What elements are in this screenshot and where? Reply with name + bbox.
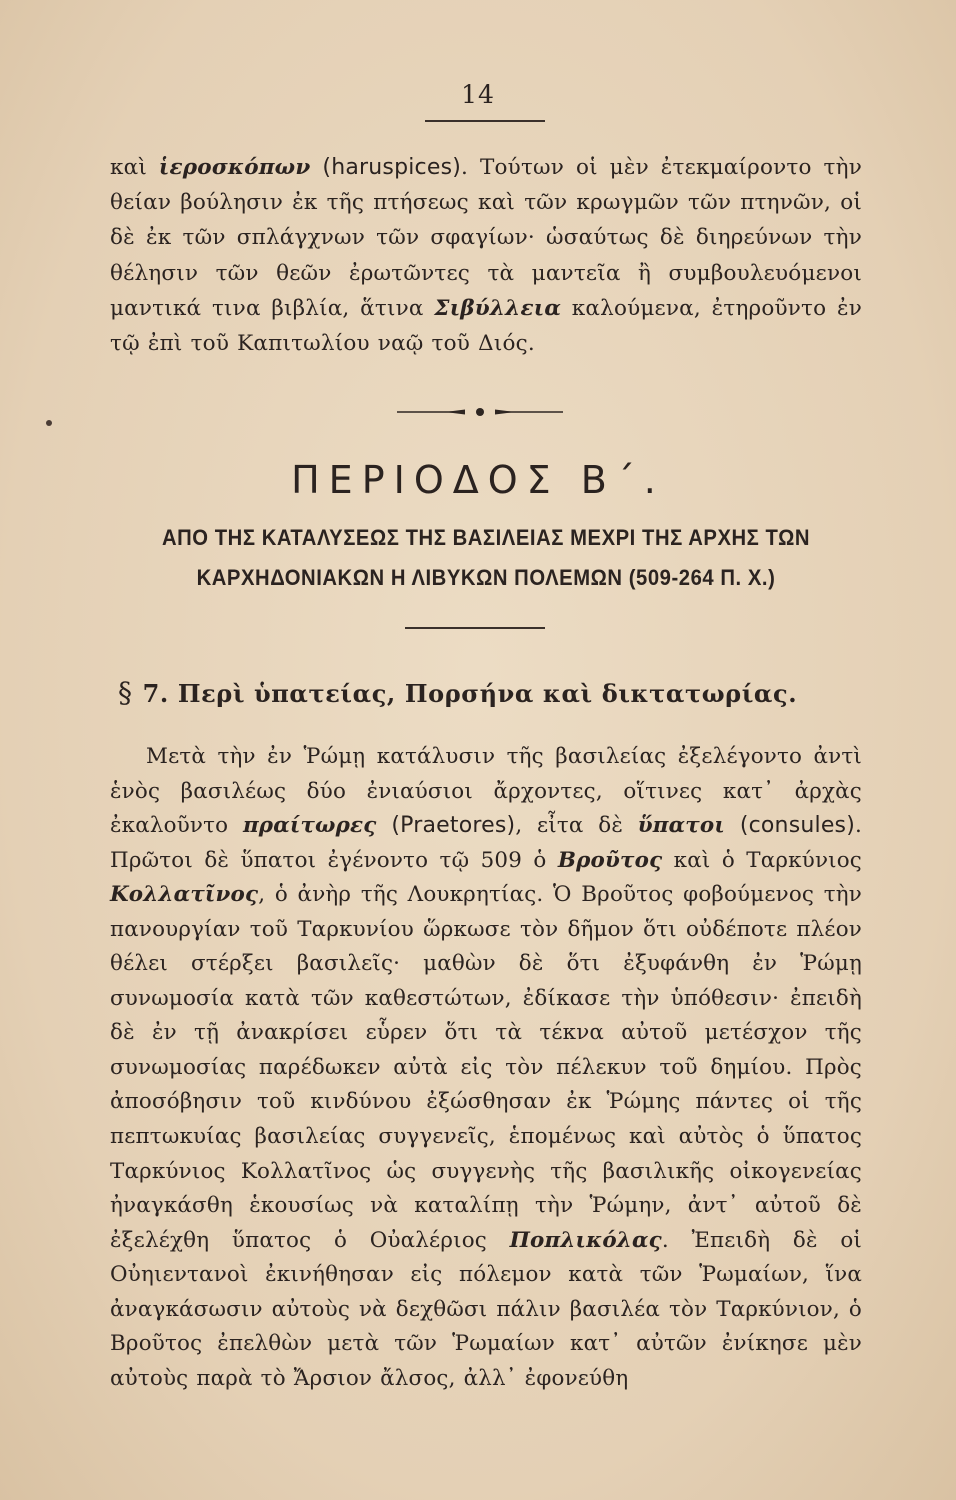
- period-title: ΠΕΡΙΟΔΟΣ Β΄.: [291, 458, 665, 502]
- paragraph-1-text-4: καλούμενα, ἐτηροῦντο ἐν τῷ ἐπὶ τοῦ Καπιτωλίου ναῷ τοῦ Διός.: [110, 295, 862, 357]
- paragraph-2: [110, 740, 862, 1396]
- term-hieroskopon: ἱεροσκόπων: [158, 155, 311, 180]
- section-heading-text: 7. Περὶ ὑπατείας, Πορσήνα καὶ δικτατωρίας.: [142, 679, 798, 708]
- paragraph-2-text-5: , ὁ ἀνὴρ τῆς Λουκρητίας. Ὁ Βροῦτος φοβούμενος τὴν πανουργίαν τοῦ Ταρκυνίου ὥρκωσε τὸν δῆμον ὅτι οὐδέποτε πλέον θέλει στέρξει βασιλεῖς· μαθὼν δὲ ὅτι ἐξυφάνθη ἐν Ῥώμῃ συνωμοσία κατὰ τῶν καθεστώτων, ἐδίκασε τὴν ὑπόθεσιν· ἐπειδὴ δὲ ἐν τῇ ἀνακρίσει εὗρεν ὅτι τὰ τέκνα αὐτοῦ μετέσχον τῆς συνωμοσίας παρέδωκεν αὐτὰ εἰς τὸν πέλεκυν τοῦ δημίου. Πρὸς ἀποσόβησιν τοῦ κινδύνου ἐξώσθησαν ἐκ Ῥώμης πάντες οἱ τῆς πεπτωκυίας βασιλείας συγγενεῖς, ἑπομένως καὶ αὐτὸς ὁ ὕπατος Ταρκύνιος Κολλατῖνος ὡς συγγενὴς τῆς βασιλικῆς οἰκογενείας ἠναγκάσθη ἑκουσίως νὰ καταλίπῃ τὴν Ῥώμην, ἀντ᾽ αὐτοῦ δὲ ἐξελέχθη ὕπατος ὁ Οὐαλέριος: [110, 882, 862, 1253]
- latin-haruspices: (haruspices): [322, 155, 462, 180]
- latin-consules: (consules): [724, 813, 855, 839]
- period-subtitle-line-2: ΚΑΡΧΗΔΟΝΙΑΚΩΝ Η ΛΙΒΥΚΩΝ ΠΟΛΕΜΩΝ (509-264 Π. Χ.): [196, 565, 776, 590]
- paragraph-1-text-2: [310, 155, 322, 180]
- paragraph-1-text-3: . Τούτων οἱ μὲν ἐτεκμαίροντο τὴν θείαν βούλησιν ἐκ τῆς πτήσεως καὶ τῶν κρωγμῶν τῶν πτηνῶν, οἱ δὲ ἐκ τῶν σπλάγχνων τῶν σφαγίων· ὡσαύτως δὲ διηρεύνων τὴν θέλησιν τῶν θεῶν ἐρωτῶντες τὰ μαντεῖα ἢ συμβουλευόμενοι μαντικά τινα βιβλία, ἅτινα: [110, 155, 862, 321]
- period-subtitle-line-1: ΑΠΟ ΤΗΣ ΚΑΤΑΛΥΣΕΩΣ ΤΗΣ ΒΑΣΙΛΕΙΑΣ ΜΕΧΡΙ ΤΗΣ ΑΡΧΗΣ ΤΩΝ: [161, 525, 811, 550]
- paragraph-2-text-6: . Ἐπειδὴ δὲ οἱ Οὐηιεντανοὶ ἐκινήθησαν εἰς πόλεμον κατὰ τῶν Ῥωμαίων, ἵνα ἀναγκάσωσιν αὐτοὺς νὰ δεχθῶσι πάλιν βασιλέα τὸν Ταρκύνιον, ὁ Βροῦτος ἐπελθὼν μετὰ τῶν Ῥωμαίων κατ᾽ αὐτῶν ἐνίκησε μὲν αὐτοὺς παρὰ τὸ Ἄρσιον ἄλσος, ἀλλ᾽ ἐφονεύθη: [110, 1227, 862, 1391]
- latin-praetores: (Praetores): [376, 813, 516, 839]
- paragraph-1: [110, 150, 862, 361]
- paragraph-2-text-3: . Πρῶτοι δὲ ὕπατοι ἐγένοντο τῷ 509 ὁ: [110, 813, 862, 873]
- section-heading: [118, 676, 797, 709]
- ornament-divider: [395, 400, 565, 424]
- paragraph-2-text-4: καὶ ὁ Ταρκύνιος: [662, 847, 862, 873]
- paper-speck: [46, 420, 52, 426]
- paragraph-2-text-2: , εἶτα δὲ: [515, 813, 638, 839]
- page-number: 14: [461, 80, 495, 109]
- paragraph-2-text-1: Μετὰ τὴν ἐν Ῥώμῃ κατάλυσιν τῆς βασιλείας ἐξελέγοντο ἀντὶ ἑνὸς βασιλέως δύο ἐνιαύσιοι ἄρχοντες, οἵτινες κατ᾽ ἀρχὰς ἐκαλοῦντο: [110, 744, 862, 839]
- term-broutos: Βροῦτος: [557, 847, 663, 873]
- term-hypatoi: ὕπατοι: [637, 813, 725, 839]
- term-sibylleia: Σιβύλλεια: [434, 295, 562, 321]
- section-mark: §: [118, 676, 133, 709]
- paragraph-1-text-1: καὶ: [110, 155, 159, 180]
- term-poplikolas: Ποπλικόλας: [509, 1227, 662, 1253]
- term-praitores: πραίτωρες: [242, 813, 377, 839]
- term-kollatinos: Κολλατῖνος: [110, 882, 259, 908]
- subtitle-rule: [405, 627, 545, 629]
- page-number-rule: [425, 120, 545, 122]
